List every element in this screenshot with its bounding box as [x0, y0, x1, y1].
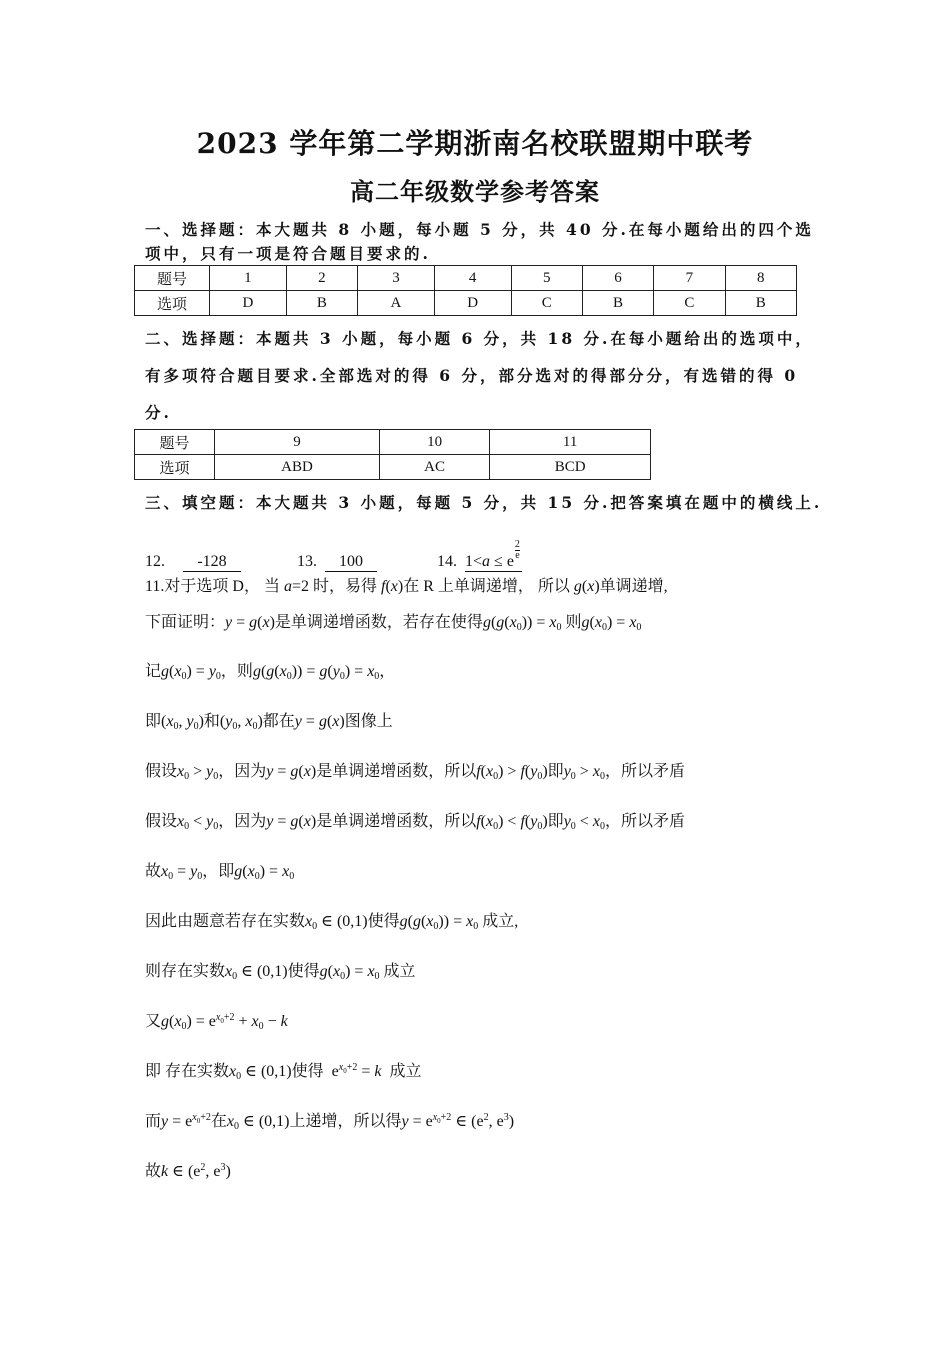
question-number: 8 — [725, 266, 796, 291]
text: 是单调递增函数，所以 — [316, 763, 477, 780]
row-label: 选项 — [135, 291, 210, 316]
solution-line-3: 记$g(x_0) = y_0$，则$g(g(x_0)) = g(y_0) = x_0$， — [145, 663, 396, 682]
solution-line-11: 即 存在实数$x_0$ ∈ (0,1)使得 $e^{x_0+2} = k$ 成立 — [145, 1062, 422, 1082]
text: 使得 — [367, 913, 400, 930]
question-number: 1 — [210, 266, 287, 291]
section2-heading-line1: 二、选择题：本题共 3 小题，每小题 6 分，共 18 分.在每小题给出的选项中， — [145, 329, 814, 348]
text: 是单调递增函数，所以 — [316, 813, 477, 830]
answer-cell: D — [434, 291, 511, 316]
text: 即 — [547, 813, 564, 830]
text: 假设 — [145, 763, 178, 780]
question-number: 5 — [511, 266, 582, 291]
text: 成立 — [383, 963, 416, 980]
table-row — [135, 266, 797, 291]
page-title: 2023 学年第二学期浙南名校联盟期中联考 — [196, 127, 754, 160]
q12-label: 12. — [145, 553, 165, 570]
text: 即 — [145, 713, 162, 730]
text: 和 — [203, 713, 220, 730]
section1-heading-line2: 项中，只有一项是符合题目要求的. — [145, 244, 431, 263]
text: 都在 — [262, 713, 295, 730]
text: 故 — [145, 1163, 162, 1180]
text: 图像上 — [344, 713, 393, 730]
text: 在 R 上单调递增， 所以 — [403, 578, 574, 595]
text: ，因为 — [218, 763, 267, 780]
solution-line-8: 因此由题意若存在实数$x_0$ ∈ (0,1)使得$g(g(x_0)) = x_0$ 成立, — [145, 913, 519, 932]
question-number: 4 — [434, 266, 511, 291]
question-number: 9 — [215, 430, 380, 455]
text: 使得 — [291, 1063, 324, 1080]
text: 上递增，所以得 — [289, 1113, 402, 1130]
solution-line-13: 故k ∈ ($e^2$, $e^3$) — [145, 1162, 231, 1180]
question-number: 6 — [582, 266, 653, 291]
q13-answer: 100 — [325, 553, 377, 572]
q13-label: 13. — [297, 553, 317, 570]
solution-line-12: 而$y = e^{x_0+2}$在$x_0$ ∈ (0,1)上递增，所以得$y = e^{x_0+2}$ ∈ ($e^2$, $e^3$) — [145, 1112, 515, 1132]
question-number: 3 — [358, 266, 435, 291]
text: 下面证明： — [145, 614, 226, 631]
solution-line-7: 故$x_0 = y_0$，即$g(x_0) = x_0$ — [145, 863, 295, 882]
answer-cell: B — [725, 291, 796, 316]
question-number: 7 — [654, 266, 725, 291]
text: 11.对于选项 D， 当 — [145, 578, 284, 595]
table-row — [135, 291, 797, 316]
text: 使得 — [287, 963, 320, 980]
text: 则存在实数 — [145, 963, 226, 980]
text: 而 — [145, 1113, 162, 1130]
section1-heading-line1: 一、选择题：本大题共 8 小题，每小题 5 分，共 40 分.在每小题给出的四个选 — [145, 220, 814, 239]
text: 因此由题意若存在实数 — [145, 913, 306, 930]
row-label: 题号 — [135, 266, 210, 291]
text: 单调递增, — [599, 578, 668, 595]
answer-cell: C — [511, 291, 582, 316]
page-subtitle: 高二年级数学参考答案 — [350, 177, 600, 206]
solution-line-5: 假设$x_0 > y_0$，因为y = g(x)是单调递增函数，所以$f(x_0) > f(y_0)$即$y_0 > x_0$，所以矛盾 — [145, 763, 685, 782]
text: =2 时，易得 — [291, 578, 381, 595]
section2-heading-line3: 分. — [145, 403, 172, 422]
answer-cell: AC — [379, 455, 489, 480]
fill-answers-line — [145, 540, 522, 572]
section3-heading: 三、填空题：本大题共 3 小题，每题 5 分，共 15 分.把答案填在题中的横线上. — [145, 493, 823, 512]
q14-answer: 1<a ≤ e $\frac{2}{e}$ — [465, 539, 520, 570]
text: ，即 — [202, 863, 235, 880]
answer-cell: B — [286, 291, 357, 316]
text: ，则 — [220, 663, 253, 680]
text: 成立, — [482, 913, 519, 930]
solution-line-10: 又$g(x_0) = e^{x_0+2} + x_0 - k$ — [145, 1012, 288, 1032]
answer-cell: BCD — [490, 455, 651, 480]
section2-heading-line2: 有多项符合题目要求.全部选对的得 6 分，部分选对的得部分分，有选错的得 0 — [145, 366, 799, 385]
text: ，因为 — [218, 813, 267, 830]
text: 是单调递增函数，若存在使得 — [274, 614, 483, 631]
answer-cell: A — [358, 291, 435, 316]
text: 即 存在实数 — [145, 1063, 230, 1080]
text: 成立 — [389, 1063, 422, 1080]
text: ，所以矛盾 — [604, 763, 685, 780]
question-number: 11 — [490, 430, 651, 455]
answer-cell: B — [582, 291, 653, 316]
text: ， — [379, 663, 396, 680]
section2-answer-table — [134, 429, 651, 480]
row-label: 选项 — [135, 455, 215, 480]
q14-label: 14. — [437, 553, 457, 570]
solution-line-6: 假设$x_0 < y_0$，因为y = g(x)是单调递增函数，所以$f(x_0) < f(y_0)$即$y_0 < x_0$，所以矛盾 — [145, 813, 685, 832]
section1-answer-table — [134, 265, 797, 316]
text: 则 — [565, 614, 582, 631]
solution-line-9: 则存在实数$x_0$ ∈ (0,1)使得$g(x_0) = x_0$ 成立 — [145, 963, 416, 982]
answer-cell: C — [654, 291, 725, 316]
text: 在 — [210, 1113, 227, 1130]
text: 记 — [145, 663, 162, 680]
table-row — [135, 455, 651, 480]
answer-cell: ABD — [215, 455, 380, 480]
text: 即 — [547, 763, 564, 780]
text: 故 — [145, 863, 162, 880]
question-number: 10 — [379, 430, 489, 455]
solution-line-2: 下面证明：y = g(x)是单调递增函数，若存在使得$g(g(x_0)) = x_0$ 则$g(x_0) = x_0$ — [145, 614, 642, 633]
solution-line-1: 11.对于选项 D， 当 a=2 时，易得 f(x)在 R 上单调递增， 所以 g(x)单调递增, — [145, 578, 668, 595]
text: ，所以矛盾 — [604, 813, 685, 830]
q12-answer: -128 — [183, 553, 241, 572]
question-number: 2 — [286, 266, 357, 291]
text: 又 — [145, 1013, 162, 1030]
text: 假设 — [145, 813, 178, 830]
table-row — [135, 430, 651, 455]
answer-cell: D — [210, 291, 287, 316]
row-label: 题号 — [135, 430, 215, 455]
solution-line-4: 即($x_0$, $y_0$)和($y_0$, $x_0$)都在y = g(x)图像上 — [145, 713, 393, 732]
